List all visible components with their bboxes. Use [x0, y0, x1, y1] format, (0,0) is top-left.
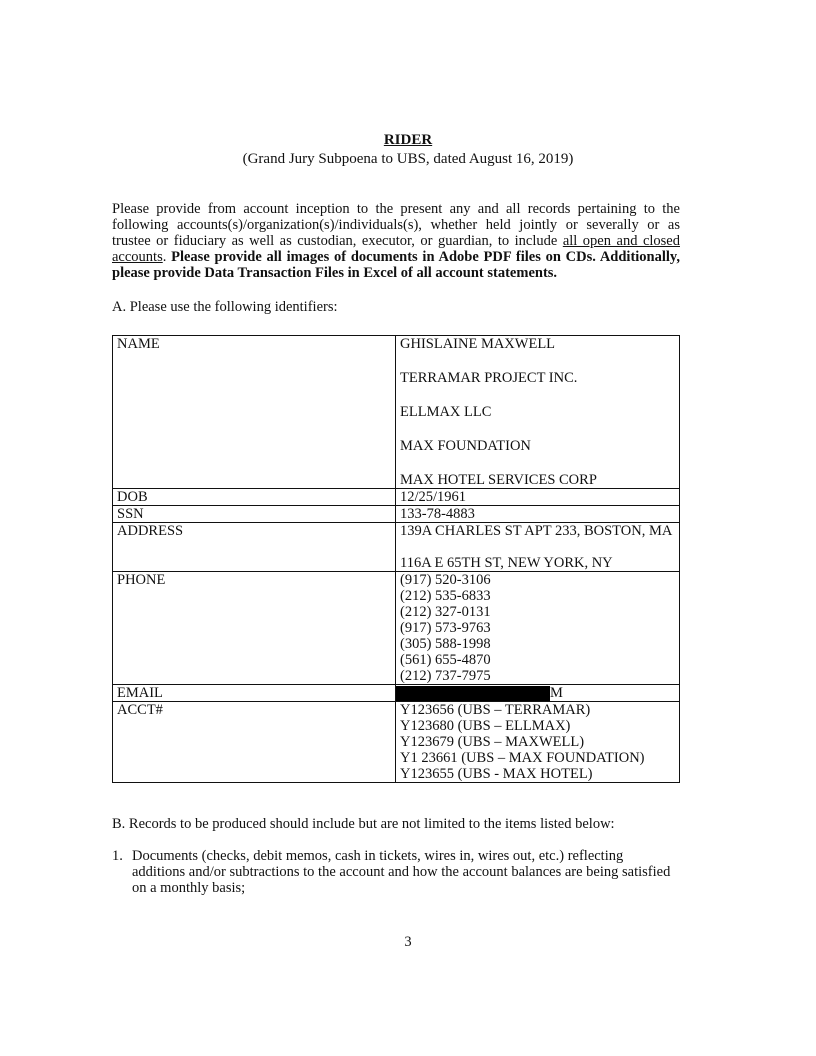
table-row-address	[113, 523, 680, 572]
name-label: NAME	[113, 336, 396, 489]
page-number: 3	[404, 934, 412, 950]
list-item-number: 1.	[112, 848, 123, 864]
table-row-acct	[113, 702, 680, 783]
phone-value: (212) 737-7975	[400, 668, 491, 684]
table-row-ssn	[113, 506, 680, 523]
name-value: MAX HOTEL SERVICES CORP	[400, 472, 597, 488]
table-row-name	[113, 336, 680, 489]
name-value: TERRAMAR PROJECT INC.	[400, 370, 578, 386]
redaction-bar	[396, 686, 550, 701]
name-value: ELLMAX LLC	[400, 404, 492, 420]
intro-underlined: all open and closed accounts	[112, 233, 680, 265]
address-value: 116A E 65TH ST, NEW YORK, NY	[400, 555, 613, 571]
list-item-text: Documents (checks, debit memos, cash in tickets, wires in, wires out, etc.) reflecting additions and/or subtractions to the account and how the account balances are being satisfied on a monthly basis;	[132, 848, 671, 896]
document-title: RIDER	[383, 132, 433, 148]
acct-label: ACCT#	[113, 702, 396, 783]
document-subtitle: (Grand Jury Subpoena to UBS, dated August 16, 2019)	[242, 151, 574, 167]
phone-value: (212) 327-0131	[400, 604, 491, 620]
name-value: MAX FOUNDATION	[400, 438, 531, 454]
phone-values	[396, 572, 680, 685]
intro-paragraph	[112, 201, 680, 281]
email-visible-char: M	[550, 685, 563, 701]
table-row-email	[113, 685, 680, 702]
phone-value: (561) 655-4870	[400, 652, 491, 668]
dob-label: DOB	[113, 489, 396, 506]
account-value: Y1 23661 (UBS – MAX FOUNDATION)	[400, 750, 645, 767]
address-values	[396, 523, 680, 572]
email-label: EMAIL	[113, 685, 396, 702]
name-values	[396, 336, 680, 489]
section-b-heading: B. Records to be produced should include but are not limited to the items listed below:	[112, 816, 615, 832]
dob-value: 12/25/1961	[396, 489, 680, 506]
identifiers-table	[112, 335, 680, 783]
name-value: GHISLAINE MAXWELL	[400, 336, 556, 352]
intro-text-2: .	[162, 249, 172, 265]
account-value: Y123680 (UBS – ELLMAX)	[400, 718, 571, 735]
account-value: Y123656 (UBS – TERRAMAR)	[400, 702, 591, 719]
phone-value: (917) 520-3106	[400, 572, 491, 588]
ssn-label: SSN	[113, 506, 396, 523]
table-row-phone	[113, 572, 680, 685]
list-item	[112, 848, 680, 896]
ssn-value: 133-78-4883	[396, 506, 680, 523]
account-value: Y123655 (UBS - MAX HOTEL)	[400, 766, 593, 783]
intro-text-1: Please provide from account inception to the present any and all records pertaining to the following accounts(s)/organization(s)/individuals(s), whether held jointly or severally or as trustee or fiduciary as well as custodian, executor, or guardian, to include	[112, 201, 680, 249]
phone-value: (917) 573-9763	[400, 620, 491, 636]
phone-label: PHONE	[113, 572, 396, 685]
account-value: Y123679 (UBS – MAXWELL)	[400, 734, 585, 751]
address-value: 139A CHARLES ST APT 233, BOSTON, MA	[400, 523, 673, 539]
intro-bold: Please provide all images of documents in Adobe PDF files on CDs. Additionally, please provide Data Transaction Files in Excel of all account statements.	[112, 249, 681, 281]
address-label: ADDRESS	[113, 523, 396, 572]
acct-values	[396, 702, 680, 783]
table-row-dob	[113, 489, 680, 506]
phone-value: (212) 535-6833	[400, 588, 491, 604]
section-a-heading: A. Please use the following identifiers:	[112, 299, 338, 315]
email-value-cell	[396, 685, 680, 702]
phone-value: (305) 588-1998	[400, 636, 491, 652]
